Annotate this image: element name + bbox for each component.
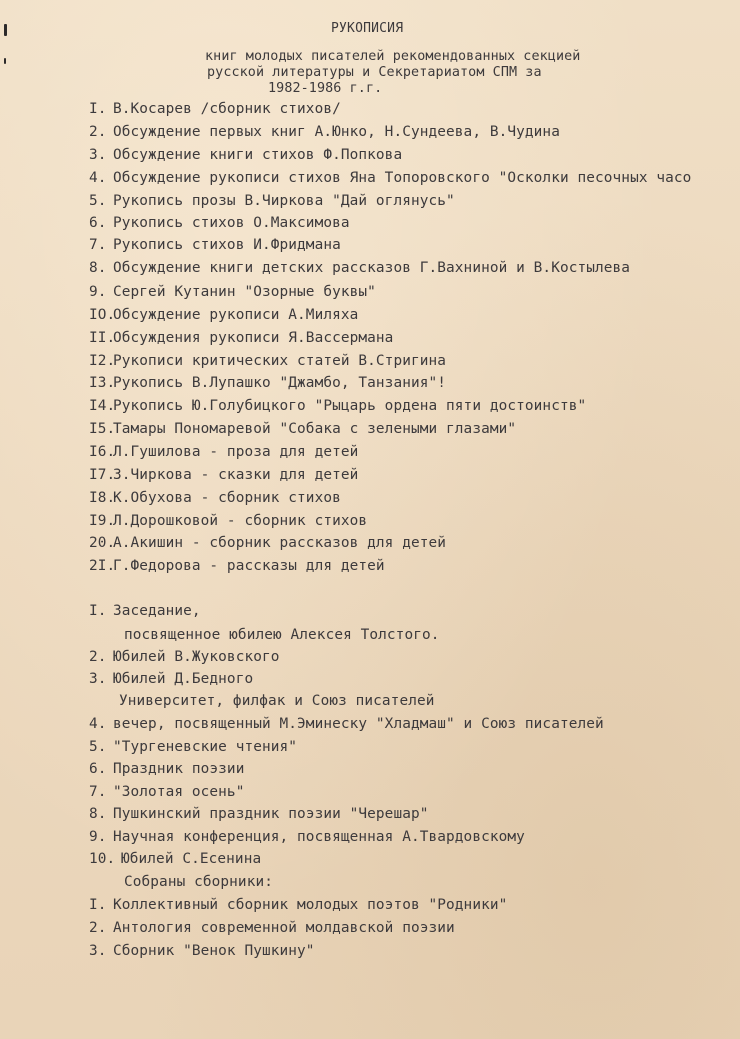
item-text: Сборник "Венок Пушкину" (113, 943, 315, 959)
list-item (89, 783, 244, 801)
item-text: Обсуждения рукописи Я.Вассермана (113, 330, 394, 346)
list-item (89, 443, 358, 461)
list-item (89, 760, 244, 778)
item-text: Праздник поэзии (113, 761, 245, 777)
item-text: Тамары Пономаревой "Собака с зелеными глазами" (113, 421, 517, 437)
item-number: 7. (89, 784, 107, 800)
item-text: З.Чиркова - сказки для детей (113, 467, 359, 483)
item-number: 6. (89, 215, 107, 231)
item-text: Научная конференция, посвященная А.Твардовскому (113, 829, 525, 845)
item-number: 3. (89, 943, 107, 959)
item-number: I2. (89, 353, 116, 369)
subtitle-line: 1982-1986 г.г. (268, 81, 383, 96)
list-item (89, 850, 261, 868)
item-text: Обсуждение первых книг А.Юнко, Н.Сундеева, В.Чудина (113, 124, 560, 140)
list-item (89, 828, 525, 846)
item-text: вечер, посвященный М.Эминеску "Хладмаш" и Союз писателей (113, 716, 604, 732)
list-item (89, 420, 516, 438)
item-text: Заседание, (113, 603, 201, 619)
item-number: I4. (89, 398, 116, 414)
item-text: Г.Федорова - рассказы для детей (113, 558, 385, 574)
list-item (89, 466, 358, 484)
item-text: Юбилей В.Жуковского (113, 649, 280, 665)
item-number: 3. (89, 671, 107, 687)
list-item (89, 489, 341, 507)
list-item (89, 919, 455, 937)
item-text: Рукопись стихов О.Максимова (113, 215, 350, 231)
item-text: Обсуждение книги стихов Ф.Попкова (113, 147, 403, 163)
item-number: 3. (89, 147, 107, 163)
margin-ink-mark (4, 24, 7, 36)
item-number: 7. (89, 237, 107, 253)
list-item (89, 169, 691, 187)
list-item (89, 534, 446, 552)
item-number: I3. (89, 375, 116, 391)
item-number: 5. (89, 739, 107, 755)
item-number: 6. (89, 761, 107, 777)
item-text: Юбилей Д.Бедного (113, 671, 254, 687)
item-number: 20. (89, 535, 116, 551)
list-item (89, 896, 507, 914)
list-item (89, 374, 446, 392)
item-text: "Тургеневские чтения" (113, 739, 298, 755)
item-number: I. (89, 603, 107, 619)
list-item (89, 352, 446, 370)
list-item (89, 670, 253, 688)
item-text: К.Обухова - сборник стихов (113, 490, 341, 506)
item-text: В.Косарев /сборник стихов/ (113, 101, 341, 117)
item-number: I8. (89, 490, 116, 506)
item-number: 9. (89, 829, 107, 845)
list-item (89, 738, 297, 756)
item-text: Сергей Кутанин "Озорные буквы" (113, 284, 376, 300)
item-text: Обсуждение рукописи А.Миляха (113, 307, 359, 323)
list-item (89, 283, 376, 301)
list-item (89, 715, 604, 733)
item-text: Обсуждение рукописи стихов Яна Топоровского "Осколки песочных часо (113, 170, 692, 186)
item-number: 4. (89, 170, 107, 186)
item-text: Л.Гушилова - проза для детей (113, 444, 359, 460)
list-item (89, 306, 358, 324)
item-text: А.Акишин - сборник рассказов для детей (113, 535, 447, 551)
list-item-continuation: Университет, филфак и Союз писателей (119, 693, 435, 709)
item-number: 5. (89, 193, 107, 209)
item-number: 2. (89, 649, 107, 665)
list-item (89, 214, 350, 232)
item-text: Л.Дорошковой - сборник стихов (113, 513, 368, 529)
list-item (89, 512, 367, 530)
item-text: Обсуждение книги детских рассказов Г.Вахниной и В.Костылева (113, 260, 631, 276)
item-number: IO. (89, 307, 116, 323)
list-item (89, 259, 630, 277)
margin-ink-mark (4, 58, 6, 64)
list-item (89, 557, 385, 575)
item-number: I. (89, 101, 107, 117)
list-item (89, 123, 560, 141)
item-number: 2. (89, 124, 107, 140)
list-item (89, 648, 280, 666)
item-text: Коллективный сборник молодых поэтов "Родники" (113, 897, 508, 913)
item-text: Юбилей С.Есенина (121, 851, 262, 867)
item-number: I9. (89, 513, 116, 529)
list-item (89, 192, 455, 210)
list-item (89, 942, 315, 960)
item-text: Рукопись прозы В.Чиркова "Дай оглянусь" (113, 193, 455, 209)
item-number: I5. (89, 421, 116, 437)
item-text: Рукописи критических статей В.Стригина (113, 353, 447, 369)
subtitle-line: книг молодых писателей рекомендованных секцией (205, 49, 581, 64)
item-number: 2. (89, 920, 107, 936)
item-text: Рукопись Ю.Голубицкого "Рыцарь ордена пяти достоинств" (113, 398, 587, 414)
item-number: I. (89, 897, 107, 913)
item-text: Пушкинский праздник поэзии "Черешар" (113, 806, 429, 822)
list-item (89, 236, 341, 254)
item-text: Рукопись В.Лупашко "Джамбо, Танзания"! (113, 375, 447, 391)
item-number: II. (89, 330, 116, 346)
list-item (89, 100, 341, 118)
subtitle-line: русской литературы и Секретариатом СПМ за (207, 65, 542, 80)
item-number: I6. (89, 444, 116, 460)
list-item (89, 329, 393, 347)
item-number: I7. (89, 467, 116, 483)
item-text: Антология современной молдавской поэзии (113, 920, 455, 936)
item-number: 9. (89, 284, 107, 300)
document-title: РУКОПИСИЯ (331, 21, 404, 36)
item-number: 10. (89, 851, 116, 867)
item-text: "Золотая осень" (113, 784, 245, 800)
list-item-continuation: посвященное юбилею Алексея Толстого. (124, 627, 440, 643)
collections-heading: Собраны сборники: (124, 874, 273, 890)
list-item (89, 602, 201, 620)
list-item (89, 805, 429, 823)
item-number: 8. (89, 260, 107, 276)
item-number: 4. (89, 716, 107, 732)
item-number: 2I. (89, 558, 116, 574)
item-number: 8. (89, 806, 107, 822)
list-item (89, 397, 586, 415)
item-text: Рукопись стихов И.Фридмана (113, 237, 341, 253)
list-item (89, 146, 402, 164)
